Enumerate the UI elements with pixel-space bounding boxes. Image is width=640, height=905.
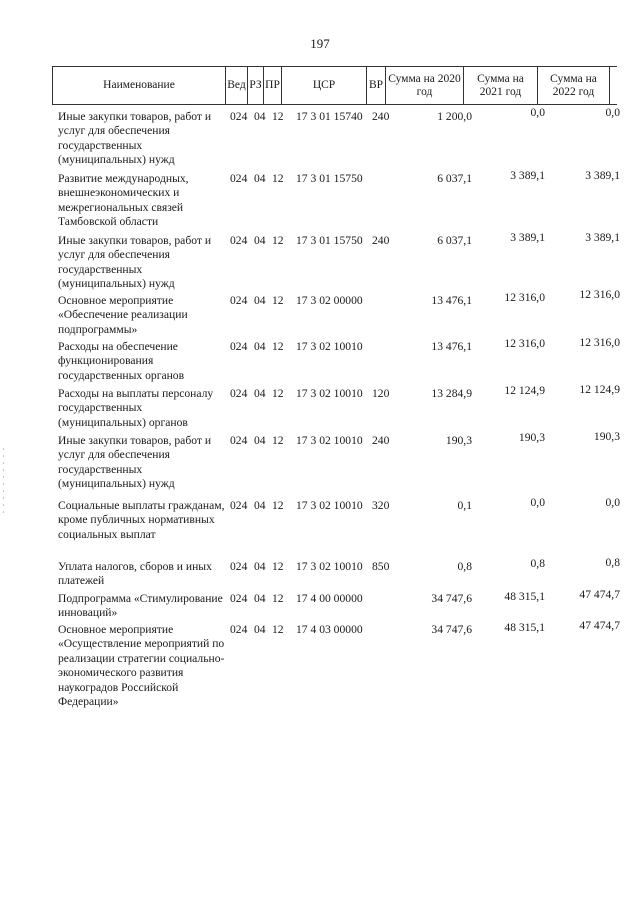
row-name: Уплата налогов, сборов и иных платежей <box>58 560 212 588</box>
row-sum-2022: 3 389,1 <box>585 231 620 244</box>
row-sum-2020: 190,3 <box>445 434 472 447</box>
row-sum-2022: 3 389,1 <box>585 169 620 182</box>
row-sum-2022: 47 474,7 <box>579 588 620 601</box>
header-pr: ПР <box>264 67 282 104</box>
row-rz: 04 <box>254 592 266 605</box>
row-vr: 320 <box>372 499 390 512</box>
header-ved: Вед <box>226 67 248 104</box>
row-sum-2020: 6 037,1 <box>437 234 472 247</box>
row-rz: 04 <box>254 294 266 307</box>
row-sum-2021: 12 316,0 <box>504 337 545 350</box>
row-name: Расходы на обеспечение функционирования государственных органов <box>58 340 185 382</box>
row-sum-2020: 0,1 <box>457 499 472 512</box>
row-csr: 17 3 02 10010 <box>296 560 363 573</box>
row-sum-2020: 0,8 <box>457 560 472 573</box>
row-name: Подпрограмма «Стимулирование инноваций» <box>58 592 223 620</box>
row-sum-2020: 6 037,1 <box>437 172 472 185</box>
row-vr: 240 <box>372 434 390 447</box>
row-pr: 12 <box>272 560 284 573</box>
row-ved: 024 <box>230 110 248 123</box>
row-sum-2022: 0,0 <box>605 106 620 119</box>
row-pr: 12 <box>272 499 284 512</box>
row-sum-2021: 12 316,0 <box>504 291 545 304</box>
row-sum-2020: 34 747,6 <box>431 623 472 636</box>
row-sum-2022: 47 474,7 <box>579 619 620 632</box>
row-name: Иные закупки товаров, работ и услуг для обеспечения государственных (муниципальных) нужд <box>58 110 212 167</box>
row-rz: 04 <box>254 499 266 512</box>
row-vr: 850 <box>372 560 390 573</box>
row-pr: 12 <box>272 592 284 605</box>
row-csr: 17 3 02 00000 <box>296 294 363 307</box>
header-csr: ЦСР <box>282 67 367 104</box>
row-sum-2021: 0,0 <box>530 496 545 509</box>
row-sum-2022: 190,3 <box>593 430 620 443</box>
header-rz: РЗ <box>248 67 264 104</box>
row-ved: 024 <box>230 172 248 185</box>
row-rz: 04 <box>254 560 266 573</box>
header-sum-2022: Сумма на 2022 год <box>538 67 610 104</box>
row-rz: 04 <box>254 623 266 636</box>
row-name: Расходы на выплаты персоналу государственных (муниципальных) органов <box>58 387 214 429</box>
row-rz: 04 <box>254 340 266 353</box>
row-ved: 024 <box>230 499 248 512</box>
row-sum-2020: 13 476,1 <box>431 340 472 353</box>
row-name: Иные закупки товаров, работ и услуг для обеспечения государственных (муниципальных) нужд <box>58 234 212 291</box>
row-pr: 12 <box>272 623 284 636</box>
row-ved: 024 <box>230 340 248 353</box>
row-rz: 04 <box>254 234 266 247</box>
header-vr: ВР <box>367 67 386 104</box>
row-sum-2021: 48 315,1 <box>504 590 545 603</box>
row-sum-2021: 0,8 <box>530 557 545 570</box>
row-csr: 17 3 02 10010 <box>296 434 363 447</box>
row-vr: 120 <box>372 387 390 400</box>
row-sum-2020: 34 747,6 <box>431 592 472 605</box>
row-csr: 17 3 01 15740 <box>296 110 363 123</box>
row-ved: 024 <box>230 294 248 307</box>
row-rz: 04 <box>254 387 266 400</box>
row-vr: 240 <box>372 110 390 123</box>
row-name: Основное мероприятие «Осуществление мероприятий по реализации стратегии социально-экономического развития наукоградов Российской Федерации» <box>58 623 225 709</box>
row-ved: 024 <box>230 623 248 636</box>
row-name: Иные закупки товаров, работ и услуг для обеспечения государственных (муниципальных) нужд <box>58 434 212 491</box>
row-sum-2022: 12 124,9 <box>579 383 620 396</box>
row-ved: 024 <box>230 592 248 605</box>
row-sum-2020: 13 476,1 <box>431 294 472 307</box>
row-sum-2022: 12 316,0 <box>579 336 620 349</box>
row-sum-2021: 12 124,9 <box>504 384 545 397</box>
page-number: 197 <box>310 36 330 51</box>
row-sum-2022: 0,8 <box>605 556 620 569</box>
row-ved: 024 <box>230 560 248 573</box>
row-sum-2021: 0,0 <box>530 106 545 119</box>
row-ved: 024 <box>230 234 248 247</box>
row-sum-2022: 12 316,0 <box>579 288 620 301</box>
header-sum-2020: Сумма на 2020 год <box>386 67 464 104</box>
row-vr: 240 <box>372 234 390 247</box>
row-pr: 12 <box>272 172 284 185</box>
row-pr: 12 <box>272 294 284 307</box>
row-ved: 024 <box>230 434 248 447</box>
row-csr: 17 3 01 15750 <box>296 172 363 185</box>
row-pr: 12 <box>272 434 284 447</box>
row-sum-2021: 3 389,1 <box>510 231 545 244</box>
row-csr: 17 4 00 00000 <box>296 592 363 605</box>
row-pr: 12 <box>272 340 284 353</box>
row-name: Социальные выплаты гражданам, кроме публичных нормативных социальных выплат <box>58 499 225 541</box>
row-sum-2022: 0,0 <box>605 496 620 509</box>
row-csr: 17 4 03 00000 <box>296 623 363 636</box>
row-csr: 17 3 01 15750 <box>296 234 363 247</box>
row-ved: 024 <box>230 387 248 400</box>
header-sum-2021: Сумма на 2021 год <box>464 67 538 104</box>
row-sum-2021: 3 389,1 <box>510 169 545 182</box>
row-sum-2021: 190,3 <box>518 431 545 444</box>
table-header <box>52 66 617 105</box>
row-sum-2020: 1 200,0 <box>437 110 472 123</box>
row-sum-2021: 48 315,1 <box>504 621 545 634</box>
row-rz: 04 <box>254 172 266 185</box>
header-name: Наименование <box>53 67 226 104</box>
row-rz: 04 <box>254 434 266 447</box>
row-rz: 04 <box>254 110 266 123</box>
row-sum-2020: 13 284,9 <box>431 387 472 400</box>
row-pr: 12 <box>272 234 284 247</box>
row-name: Основное мероприятие «Обеспечение реализации подпрограммы» <box>58 294 188 336</box>
row-csr: 17 3 02 10010 <box>296 499 363 512</box>
scan-margin-marks: · · · · · · · · · · <box>2 445 5 517</box>
row-pr: 12 <box>272 110 284 123</box>
row-csr: 17 3 02 10010 <box>296 340 363 353</box>
row-pr: 12 <box>272 387 284 400</box>
row-csr: 17 3 02 10010 <box>296 387 363 400</box>
row-name: Развитие международных, внешнеэкономических и межрегиональных связей Тамбовской области <box>58 172 189 229</box>
